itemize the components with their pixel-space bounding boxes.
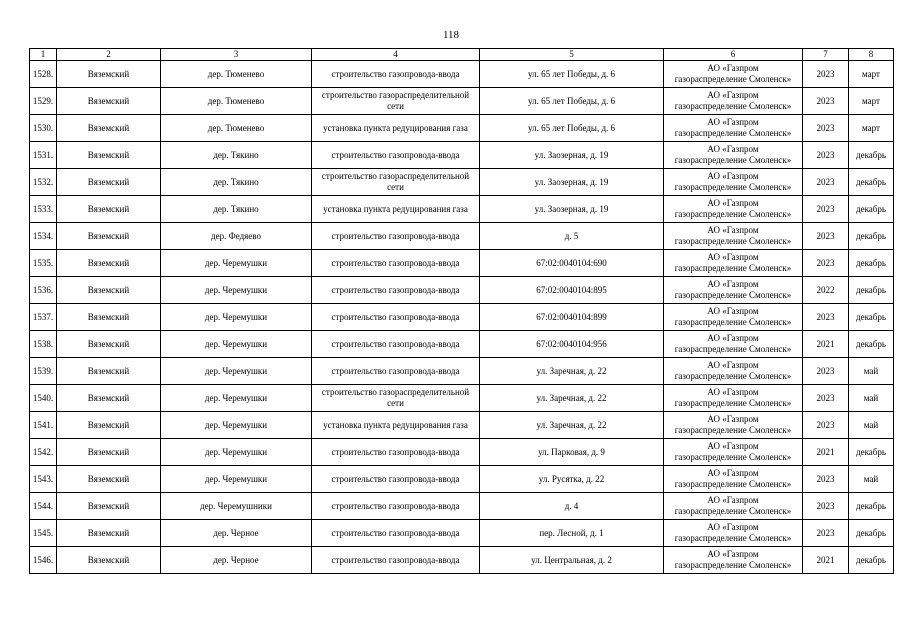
- organization-line: газораспределение Смоленск»: [674, 155, 792, 165]
- settlement-cell: дер. Черемушки: [161, 250, 312, 277]
- organization-line: АО «Газпром: [707, 441, 759, 451]
- organization-line: АО «Газпром: [707, 495, 759, 505]
- organization-line: газораспределение Смоленск»: [674, 560, 792, 570]
- organization-line: АО «Газпром: [707, 117, 759, 127]
- year-cell: 2023: [803, 88, 849, 115]
- work-type-cell: установка пункта редуцирования газа: [312, 196, 480, 223]
- row-number-cell: 1530.: [30, 115, 57, 142]
- organization-line: АО «Газпром: [707, 171, 759, 181]
- organization-line: газораспределение Смоленск»: [674, 533, 792, 543]
- row-number-cell: 1534.: [30, 223, 57, 250]
- organization-line: АО «Газпром: [707, 414, 759, 424]
- organization-cell: [664, 88, 803, 115]
- column-header: 3: [161, 49, 312, 61]
- table-row: [30, 277, 894, 304]
- organization-line: АО «Газпром: [707, 144, 759, 154]
- row-number-cell: 1544.: [30, 493, 57, 520]
- year-cell: 2023: [803, 385, 849, 412]
- settlement-cell: дер. Черемушки: [161, 304, 312, 331]
- row-number-cell: 1543.: [30, 466, 57, 493]
- table-row: [30, 331, 894, 358]
- district-cell: Вяземский: [57, 115, 161, 142]
- year-cell: 2023: [803, 142, 849, 169]
- organization-cell: [664, 358, 803, 385]
- district-cell: Вяземский: [57, 358, 161, 385]
- year-cell: 2023: [803, 223, 849, 250]
- column-header: 6: [664, 49, 803, 61]
- address-cell: ул. Заозерная, д. 19: [480, 169, 664, 196]
- month-cell: декабрь: [849, 250, 894, 277]
- month-cell: декабрь: [849, 439, 894, 466]
- settlement-cell: дер. Тякино: [161, 196, 312, 223]
- organization-line: АО «Газпром: [707, 468, 759, 478]
- work-type-cell: установка пункта редуцирования газа: [312, 412, 480, 439]
- row-number-cell: 1528.: [30, 61, 57, 88]
- table-row: [30, 115, 894, 142]
- organization-cell: [664, 61, 803, 88]
- settlement-cell: дер. Тюменево: [161, 61, 312, 88]
- settlement-cell: дер. Черемушки: [161, 331, 312, 358]
- row-number-cell: 1546.: [30, 547, 57, 574]
- organization-line: АО «Газпром: [707, 63, 759, 73]
- organization-cell: [664, 142, 803, 169]
- organization-cell: [664, 493, 803, 520]
- table-row: [30, 169, 894, 196]
- row-number-cell: 1539.: [30, 358, 57, 385]
- year-cell: 2023: [803, 115, 849, 142]
- district-cell: Вяземский: [57, 142, 161, 169]
- month-cell: декабрь: [849, 142, 894, 169]
- district-cell: Вяземский: [57, 250, 161, 277]
- settlement-cell: дер. Черемушки: [161, 358, 312, 385]
- year-cell: 2021: [803, 547, 849, 574]
- address-cell: ул. Заозерная, д. 19: [480, 142, 664, 169]
- row-number-cell: 1529.: [30, 88, 57, 115]
- row-number-cell: 1537.: [30, 304, 57, 331]
- month-cell: март: [849, 88, 894, 115]
- organization-line: газораспределение Смоленск»: [674, 263, 792, 273]
- table-body: [30, 61, 894, 574]
- organization-line: газораспределение Смоленск»: [674, 74, 792, 84]
- organization-line: газораспределение Смоленск»: [674, 452, 792, 462]
- organization-cell: [664, 115, 803, 142]
- district-cell: Вяземский: [57, 169, 161, 196]
- table-row: [30, 223, 894, 250]
- settlement-cell: дер. Черемушки: [161, 466, 312, 493]
- organization-line: АО «Газпром: [707, 360, 759, 370]
- address-cell: ул. Заречная, д. 22: [480, 358, 664, 385]
- organization-line: газораспределение Смоленск»: [674, 479, 792, 489]
- column-header: 2: [57, 49, 161, 61]
- settlement-cell: дер. Черное: [161, 547, 312, 574]
- organization-cell: [664, 547, 803, 574]
- address-cell: 67:02:0040104:690: [480, 250, 664, 277]
- settlement-cell: дер. Федяево: [161, 223, 312, 250]
- row-number-cell: 1535.: [30, 250, 57, 277]
- month-cell: декабрь: [849, 277, 894, 304]
- work-type-cell: строительство газопровода-ввода: [312, 142, 480, 169]
- gas-works-table: [29, 48, 894, 574]
- month-cell: декабрь: [849, 520, 894, 547]
- district-cell: Вяземский: [57, 61, 161, 88]
- month-cell: май: [849, 466, 894, 493]
- settlement-cell: дер. Тякино: [161, 142, 312, 169]
- table-row: [30, 358, 894, 385]
- district-cell: Вяземский: [57, 223, 161, 250]
- work-type-cell: строительство газопровода-ввода: [312, 223, 480, 250]
- district-cell: Вяземский: [57, 385, 161, 412]
- settlement-cell: дер. Черемушки: [161, 412, 312, 439]
- row-number-cell: 1540.: [30, 385, 57, 412]
- table-row: [30, 196, 894, 223]
- address-cell: ул. 65 лет Победы, д. 6: [480, 115, 664, 142]
- work-type-cell: строительство газопровода-ввода: [312, 493, 480, 520]
- column-header: 8: [849, 49, 894, 61]
- organization-line: АО «Газпром: [707, 549, 759, 559]
- district-cell: Вяземский: [57, 547, 161, 574]
- column-header: 7: [803, 49, 849, 61]
- year-cell: 2022: [803, 277, 849, 304]
- work-type-cell: строительство газопровода-ввода: [312, 547, 480, 574]
- table-row: [30, 412, 894, 439]
- year-cell: 2023: [803, 412, 849, 439]
- address-cell: ул. 65 лет Победы, д. 6: [480, 61, 664, 88]
- organization-cell: [664, 196, 803, 223]
- table-row: [30, 493, 894, 520]
- settlement-cell: дер. Тюменево: [161, 115, 312, 142]
- organization-line: газораспределение Смоленск»: [674, 371, 792, 381]
- settlement-cell: дер. Черемушки: [161, 439, 312, 466]
- table-row: [30, 250, 894, 277]
- organization-line: АО «Газпром: [707, 522, 759, 532]
- organization-line: АО «Газпром: [707, 198, 759, 208]
- district-cell: Вяземский: [57, 520, 161, 547]
- row-number-cell: 1533.: [30, 196, 57, 223]
- organization-line: газораспределение Смоленск»: [674, 506, 792, 516]
- settlement-cell: дер. Черемушки: [161, 277, 312, 304]
- organization-line: АО «Газпром: [707, 387, 759, 397]
- address-cell: ул. Русятка, д. 22: [480, 466, 664, 493]
- row-number-cell: 1531.: [30, 142, 57, 169]
- month-cell: декабрь: [849, 304, 894, 331]
- organization-line: газораспределение Смоленск»: [674, 290, 792, 300]
- settlement-cell: дер. Тякино: [161, 169, 312, 196]
- table-row: [30, 439, 894, 466]
- organization-cell: [664, 439, 803, 466]
- address-cell: ул. 65 лет Победы, д. 6: [480, 88, 664, 115]
- month-cell: декабрь: [849, 169, 894, 196]
- page-number: 118: [442, 29, 460, 41]
- organization-line: АО «Газпром: [707, 252, 759, 262]
- organization-cell: [664, 304, 803, 331]
- district-cell: Вяземский: [57, 88, 161, 115]
- year-cell: 2023: [803, 304, 849, 331]
- table-row: [30, 88, 894, 115]
- table-row: [30, 547, 894, 574]
- address-cell: 67:02:0040104:956: [480, 331, 664, 358]
- column-header: 5: [480, 49, 664, 61]
- work-type-cell: строительство газопровода-ввода: [312, 250, 480, 277]
- organization-line: газораспределение Смоленск»: [674, 425, 792, 435]
- organization-cell: [664, 277, 803, 304]
- table-row: [30, 61, 894, 88]
- organization-line: газораспределение Смоленск»: [674, 398, 792, 408]
- address-cell: ул. Парковая, д. 9: [480, 439, 664, 466]
- district-cell: Вяземский: [57, 439, 161, 466]
- organization-cell: [664, 169, 803, 196]
- year-cell: 2023: [803, 493, 849, 520]
- row-number-cell: 1538.: [30, 331, 57, 358]
- organization-line: газораспределение Смоленск»: [674, 236, 792, 246]
- organization-line: АО «Газпром: [707, 90, 759, 100]
- organization-cell: [664, 331, 803, 358]
- month-cell: декабрь: [849, 223, 894, 250]
- month-cell: май: [849, 358, 894, 385]
- year-cell: 2023: [803, 358, 849, 385]
- organization-line: газораспределение Смоленск»: [674, 182, 792, 192]
- work-type-cell: строительство газопровода-ввода: [312, 61, 480, 88]
- organization-cell: [664, 412, 803, 439]
- work-type-cell: установка пункта редуцирования газа: [312, 115, 480, 142]
- year-cell: 2023: [803, 466, 849, 493]
- month-cell: декабрь: [849, 196, 894, 223]
- table-row: [30, 142, 894, 169]
- year-cell: 2023: [803, 61, 849, 88]
- settlement-cell: дер. Черное: [161, 520, 312, 547]
- district-cell: Вяземский: [57, 277, 161, 304]
- column-number-row: [30, 49, 894, 61]
- district-cell: Вяземский: [57, 196, 161, 223]
- year-cell: 2023: [803, 169, 849, 196]
- work-type-cell: строительство газопровода-ввода: [312, 277, 480, 304]
- work-type-cell: строительство газораспределительной сети: [312, 169, 480, 196]
- row-number-cell: 1541.: [30, 412, 57, 439]
- table-row: [30, 466, 894, 493]
- year-cell: 2021: [803, 439, 849, 466]
- address-cell: ул. Заозерная, д. 19: [480, 196, 664, 223]
- work-type-cell: строительство газопровода-ввода: [312, 358, 480, 385]
- organization-cell: [664, 385, 803, 412]
- organization-line: газораспределение Смоленск»: [674, 317, 792, 327]
- month-cell: март: [849, 115, 894, 142]
- address-cell: д. 4: [480, 493, 664, 520]
- work-type-cell: строительство газопровода-ввода: [312, 304, 480, 331]
- row-number-cell: 1536.: [30, 277, 57, 304]
- settlement-cell: дер. Черемушки: [161, 385, 312, 412]
- month-cell: декабрь: [849, 331, 894, 358]
- column-header: 4: [312, 49, 480, 61]
- address-cell: ул. Заречная, д. 22: [480, 385, 664, 412]
- year-cell: 2021: [803, 331, 849, 358]
- organization-line: газораспределение Смоленск»: [674, 344, 792, 354]
- settlement-cell: дер. Черемушники: [161, 493, 312, 520]
- month-cell: май: [849, 412, 894, 439]
- district-cell: Вяземский: [57, 304, 161, 331]
- row-number-cell: 1545.: [30, 520, 57, 547]
- address-cell: д. 5: [480, 223, 664, 250]
- work-type-cell: строительство газопровода-ввода: [312, 439, 480, 466]
- year-cell: 2023: [803, 520, 849, 547]
- year-cell: 2023: [803, 196, 849, 223]
- address-cell: 67:02:0040104:899: [480, 304, 664, 331]
- column-header: 1: [30, 49, 57, 61]
- address-cell: ул. Центральная, д. 2: [480, 547, 664, 574]
- district-cell: Вяземский: [57, 466, 161, 493]
- address-cell: ул. Заречная, д. 22: [480, 412, 664, 439]
- work-type-cell: строительство газораспределительной сети: [312, 88, 480, 115]
- settlement-cell: дер. Тюменево: [161, 88, 312, 115]
- table-row: [30, 304, 894, 331]
- month-cell: декабрь: [849, 493, 894, 520]
- address-cell: пер. Лесной, д. 1: [480, 520, 664, 547]
- work-type-cell: строительство газопровода-ввода: [312, 466, 480, 493]
- work-type-cell: строительство газопровода-ввода: [312, 331, 480, 358]
- organization-line: АО «Газпром: [707, 306, 759, 316]
- organization-line: АО «Газпром: [707, 279, 759, 289]
- organization-line: газораспределение Смоленск»: [674, 128, 792, 138]
- table-row: [30, 520, 894, 547]
- district-cell: Вяземский: [57, 412, 161, 439]
- row-number-cell: 1532.: [30, 169, 57, 196]
- organization-line: АО «Газпром: [707, 333, 759, 343]
- organization-cell: [664, 250, 803, 277]
- month-cell: май: [849, 385, 894, 412]
- month-cell: март: [849, 61, 894, 88]
- organization-cell: [664, 223, 803, 250]
- district-cell: Вяземский: [57, 331, 161, 358]
- work-type-cell: строительство газопровода-ввода: [312, 520, 480, 547]
- organization-line: газораспределение Смоленск»: [674, 101, 792, 111]
- address-cell: 67:02:0040104:895: [480, 277, 664, 304]
- district-cell: Вяземский: [57, 493, 161, 520]
- organization-cell: [664, 466, 803, 493]
- year-cell: 2023: [803, 250, 849, 277]
- organization-line: АО «Газпром: [707, 225, 759, 235]
- row-number-cell: 1542.: [30, 439, 57, 466]
- work-type-cell: строительство газораспределительной сети: [312, 385, 480, 412]
- month-cell: декабрь: [849, 547, 894, 574]
- organization-line: газораспределение Смоленск»: [674, 209, 792, 219]
- table-row: [30, 385, 894, 412]
- organization-cell: [664, 520, 803, 547]
